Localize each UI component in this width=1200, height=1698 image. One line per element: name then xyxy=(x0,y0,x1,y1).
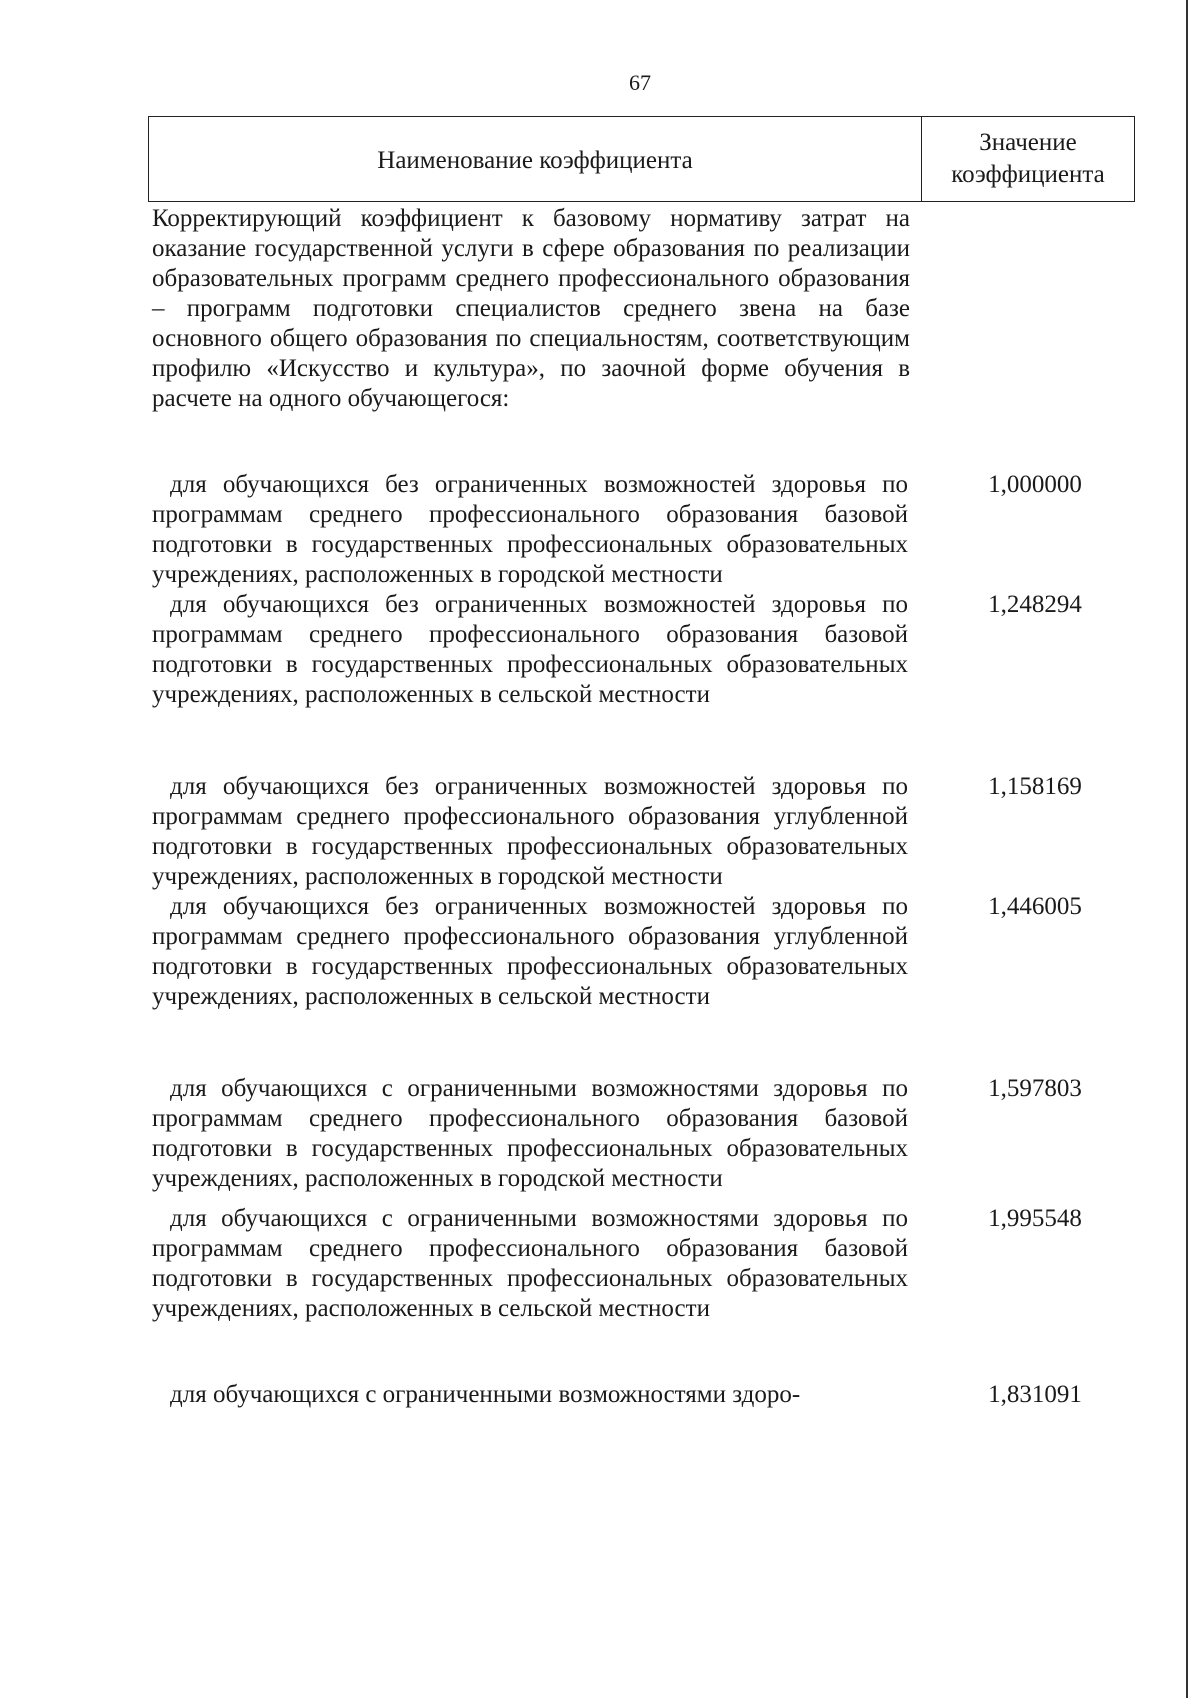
header-coefficient-value xyxy=(922,117,1134,201)
page-number: 67 xyxy=(629,70,651,95)
page-edge-rule xyxy=(1186,0,1188,1698)
header-value-line2: коэффициента xyxy=(951,161,1105,188)
coefficient-description: для обучающихся без ограниченных возможностей здоровья по программам среднего профессионального образования базовой подготовки в государственных профессиональных образовательных учреждениях, расположенных в городской местности xyxy=(152,471,908,588)
coefficient-description: для обучающихся без ограниченных возможностей здоровья по программам среднего профессионального образования углубленной подготовки в государственных профессиональных образовательных учреждениях, расположенных в сельской местности xyxy=(152,893,908,1010)
coefficient-description: для обучающихся с ограниченными возможностями здоровья по программам среднего профессионального образования базовой подготовки в государственных профессиональных образовательных учреждениях, расположенных в городской местности xyxy=(152,1075,908,1192)
table-header xyxy=(148,116,1135,202)
coefficient-value: 1,248294 xyxy=(988,591,1082,618)
coefficient-row xyxy=(152,1074,1152,1194)
coefficient-value: 1,158169 xyxy=(988,773,1082,800)
coefficient-description: для обучающихся без ограниченных возможностей здоровья по программам среднего профессионального образования базовой подготовки в государственных профессиональных образовательных учреждениях, расположенных в сельской местности xyxy=(152,591,908,708)
document-body xyxy=(152,204,1152,1410)
coefficient-value: 1,446005 xyxy=(988,893,1082,920)
coefficient-row xyxy=(152,470,1152,590)
coefficient-row xyxy=(152,590,1152,710)
header-value-line1: Значение xyxy=(979,129,1077,156)
coefficient-row xyxy=(152,772,1152,892)
coefficient-row xyxy=(152,1380,1152,1410)
coefficient-value: 1,995548 xyxy=(988,1205,1082,1232)
coefficient-description: для обучающихся без ограниченных возможностей здоровья по программам среднего профессионального образования углубленной подготовки в государственных профессиональных образовательных учреждениях, расположенных в городской местности xyxy=(152,773,908,890)
coefficient-row xyxy=(152,1204,1152,1324)
coefficient-description: для обучающихся с ограниченными возможностями здоро- xyxy=(170,1381,801,1408)
intro-paragraph: Корректирующий коэффициент к базовому нормативу затрат на оказание государственной услуги в сфере образования по реализации образовательных программ среднего профессионального образования – программ подготовки специалистов среднего звена на базе основного общего образования по специальностям, соответствующим профилю «Искусство и культура», по заочной форме обучения в расчете на одного обучающегося: xyxy=(152,205,910,412)
coefficient-value: 1,597803 xyxy=(988,1075,1082,1102)
header-coefficient-name: Наименование коэффициента xyxy=(149,117,922,201)
coefficient-row xyxy=(152,892,1152,1012)
coefficient-description: для обучающихся с ограниченными возможностями здоровья по программам среднего профессионального образования базовой подготовки в государственных профессиональных образовательных учреждениях, расположенных в сельской местности xyxy=(152,1205,908,1322)
coefficient-value: 1,000000 xyxy=(988,471,1082,498)
coefficient-value: 1,831091 xyxy=(988,1381,1082,1408)
